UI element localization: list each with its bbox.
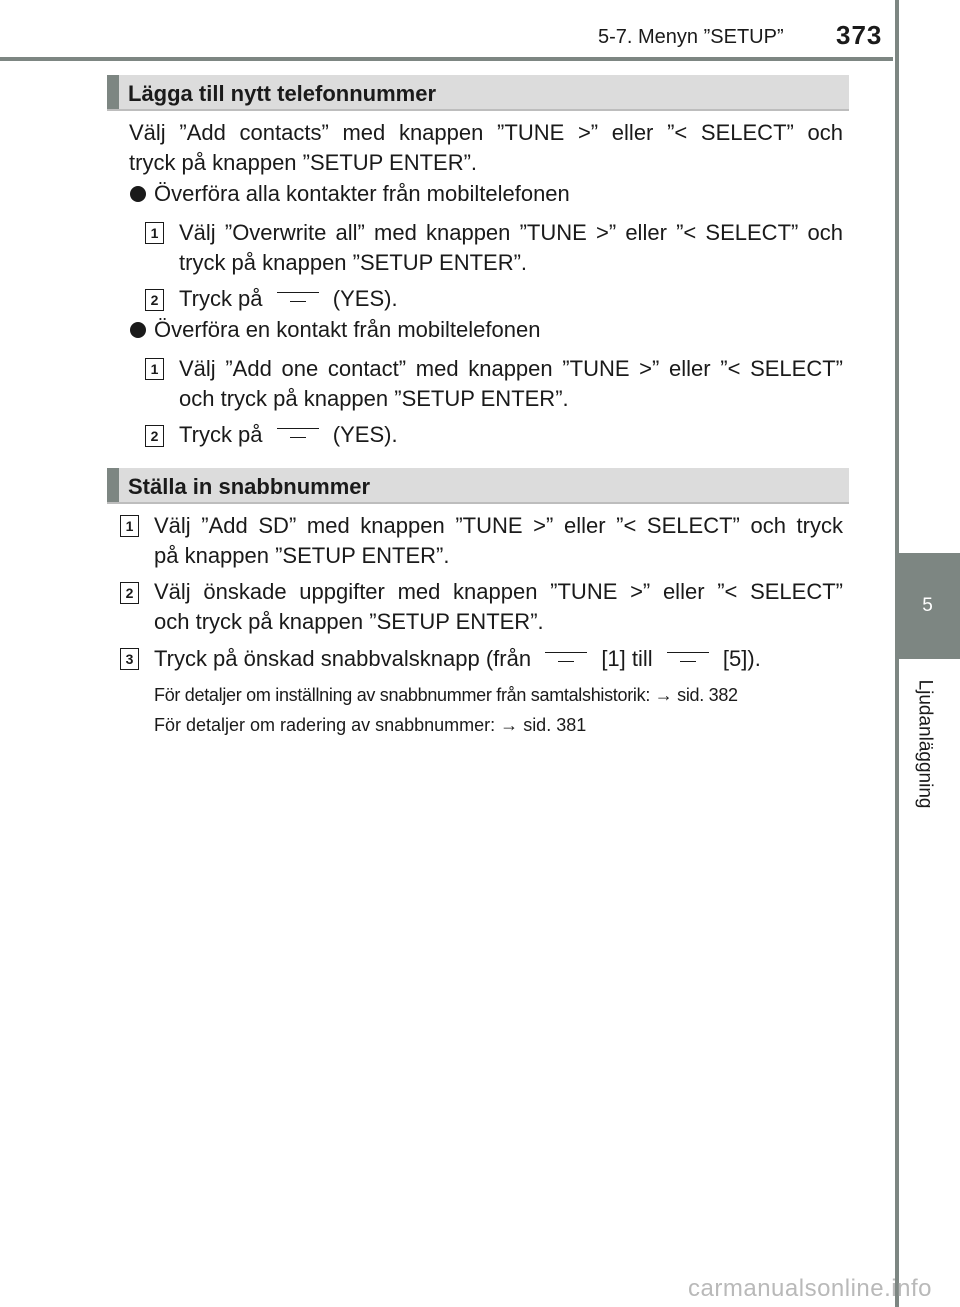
step-number-box (120, 648, 139, 670)
step-number-box (145, 358, 164, 380)
chapter-label-text: Ljudanläggning (914, 679, 935, 809)
step-number-box (120, 515, 139, 537)
page-reference[interactable]: sid. 382 (677, 685, 738, 705)
screen-button-icon (277, 428, 319, 444)
step-text: [1] till (601, 646, 653, 671)
step-text-line-1: Välj ”Add one contact” med knappen ”TUNE >” eller ”< SELECT” (179, 356, 843, 381)
step-text-line-2: och tryck på knappen ”SETUP ENTER”. (179, 386, 569, 411)
step-tap-yes (179, 284, 398, 314)
step-text: (YES). (332, 286, 398, 311)
bullet-title-transfer-one: Överföra en kontakt från mobiltelefonen (154, 317, 541, 342)
step-number-box (145, 289, 164, 311)
step-text: Tryck på (179, 422, 263, 447)
step-number: 1 (150, 361, 159, 377)
bullet-icon (130, 322, 146, 338)
step-number-box (145, 425, 164, 447)
step-number-box (145, 222, 164, 244)
bullet-title-transfer-all: Överföra alla kontakter från mobiltelefonen (154, 181, 570, 206)
step-number: 2 (125, 585, 134, 601)
step-tap-yes (179, 420, 398, 450)
chapter-label (909, 672, 939, 816)
section-heading-text: Ställa in snabbnummer (128, 474, 371, 499)
step-text-line-1: Välj ”Add SD” med knappen ”TUNE >” eller ”< SELECT” och tryck (154, 513, 843, 538)
screen-button-icon (545, 652, 587, 668)
step-text-line-1: Välj ”Overwrite all” med knappen ”TUNE >” eller ”< SELECT” och (179, 220, 843, 245)
intro-line-2: tryck på knappen ”SETUP ENTER”. (129, 150, 478, 175)
step-text-line-2: tryck på knappen ”SETUP ENTER”. (179, 250, 528, 275)
screen-button-icon (667, 652, 709, 668)
step-text-line-2: på knappen ”SETUP ENTER”. (154, 543, 450, 568)
running-header-section: 5-7. Menyn ”SETUP” (598, 26, 784, 48)
step-number-box (120, 582, 139, 604)
chapter-number: 5 (922, 595, 933, 616)
step-number: 2 (150, 292, 159, 308)
step-text-line-1: Välj önskade uppgifter med knappen ”TUNE >” eller ”< SELECT” (154, 579, 843, 604)
step-number: 2 (150, 428, 159, 444)
section-heading-add-number (107, 75, 849, 111)
intro-line-1: Välj ”Add contacts” med knappen ”TUNE >” eller ”< SELECT” och (129, 120, 843, 145)
step-text: (YES). (332, 422, 398, 447)
screen-button-icon (277, 292, 319, 308)
note-history (154, 683, 738, 707)
page-number: 373 (836, 20, 883, 50)
step-text: Tryck på (179, 286, 263, 311)
arrow-right-icon: → (500, 715, 519, 735)
section-heading-text: Lägga till nytt telefonnummer (128, 81, 437, 106)
watermark: carmanualsonline.info (688, 1275, 932, 1302)
chapter-tab (895, 553, 960, 659)
step-number: 1 (150, 225, 159, 241)
step-text-line-2: och tryck på knappen ”SETUP ENTER”. (154, 609, 544, 634)
step-number: 3 (125, 651, 134, 667)
step-text: [5]). (722, 646, 761, 671)
step-text: Tryck på önskad snabbvalsknapp (från (154, 646, 532, 671)
arrow-right-icon: → (654, 685, 673, 705)
page-reference[interactable]: sid. 381 (523, 715, 587, 735)
note-text: För detaljer om radering av snabbnummer: (154, 715, 496, 735)
note-delete (154, 713, 586, 737)
section-heading-speed-dial (107, 468, 849, 504)
step-speed-dial-select (154, 644, 761, 674)
bullet-icon (130, 186, 146, 202)
note-text: För detaljer om inställning av snabbnummer från samtalshistorik: (154, 685, 651, 705)
step-number: 1 (125, 518, 134, 534)
header-rule (0, 57, 893, 61)
